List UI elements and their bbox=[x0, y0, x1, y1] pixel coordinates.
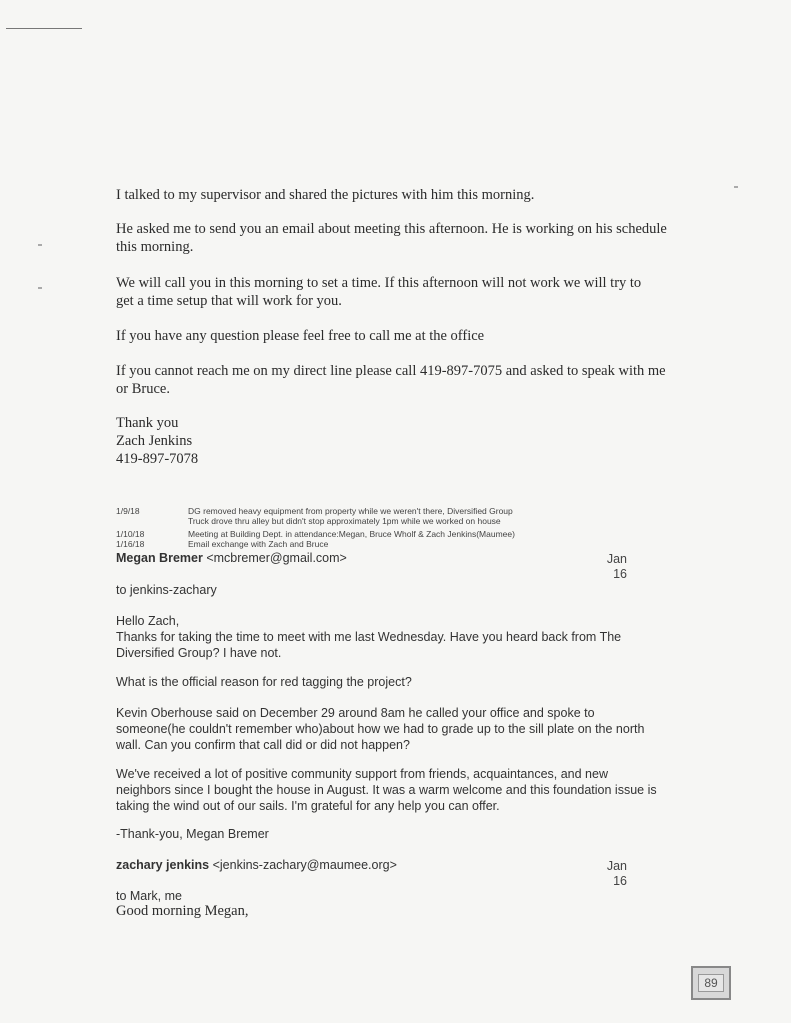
header-rule bbox=[6, 28, 82, 29]
page-number: 89 bbox=[698, 974, 723, 992]
email2-header bbox=[116, 857, 636, 873]
email1-header bbox=[116, 550, 636, 566]
email2-date-day: 16 bbox=[613, 874, 627, 888]
email1-recipients: to jenkins-zachary bbox=[116, 583, 217, 597]
reply-paragraph-3: We will call you in this morning to set a time. If this afternoon will not work we will try to get a time setup that will work for you. bbox=[116, 275, 642, 309]
reply-paragraph-4: If you have any question please feel free to call me at the office bbox=[116, 328, 485, 344]
email1-signoff: -Thank-you, Megan Bremer bbox=[116, 827, 269, 841]
email2-recipients: to Mark, me bbox=[116, 889, 182, 903]
email2-sender-name: zachary jenkins bbox=[116, 858, 210, 872]
log-text: Email exchange with Zach and Bruce bbox=[188, 539, 329, 549]
email1-paragraph-2: What is the official reason for red tagging the project? bbox=[116, 675, 412, 689]
email1-sender-email: <mcbremer@gmail.com> bbox=[206, 551, 347, 565]
email1-paragraph-3: Kevin Oberhouse said on December 29 around 8am he called your office and spoke to someone(he couldn't remember who)about how we had to grade up to the sill plate on the north wall. Can you confirm that call did or did not happen? bbox=[116, 706, 645, 752]
reply-signature: Thank you Zach Jenkins 419-897-7078 bbox=[116, 415, 199, 467]
reply-paragraph-2: He asked me to send you an email about meeting this afternoon. He is working on his schedule this morning. bbox=[116, 221, 667, 255]
activity-log bbox=[116, 506, 588, 549]
scan-mark bbox=[734, 186, 738, 188]
log-text: DG removed heavy equipment from property while we weren't there, Diversified Group Truck drove thru alley but didn't stop approximately 1pm while we worked on house bbox=[188, 506, 513, 526]
scan-mark bbox=[38, 287, 42, 289]
page-number-stamp bbox=[691, 966, 731, 1000]
log-row bbox=[116, 529, 588, 539]
email1-date-month: Jan bbox=[606, 552, 627, 566]
log-date: 1/9/18 bbox=[116, 506, 140, 516]
email1-paragraph-4: We've received a lot of positive community support from friends, acquaintances, and new neighbors since I bought the house in August. It was a warm welcome and this foundation issue is taking the wind out of our sails. I'm grateful for any help you can offer. bbox=[116, 767, 657, 813]
reply-paragraph-1: I talked to my supervisor and shared the pictures with him this morning. bbox=[116, 187, 535, 203]
email2-greeting: Good morning Megan, bbox=[116, 903, 249, 919]
log-row bbox=[116, 539, 588, 549]
email1-sender-name: Megan Bremer bbox=[116, 551, 203, 565]
log-date: 1/16/18 bbox=[116, 539, 145, 549]
email1-date-day: 16 bbox=[613, 567, 627, 581]
log-row bbox=[116, 506, 588, 526]
log-date: 1/10/18 bbox=[116, 529, 145, 539]
reply-paragraph-5: If you cannot reach me on my direct line please call 419-897-7075 and asked to speak with me or Bruce. bbox=[116, 363, 666, 397]
email2-sender-email: <jenkins-zachary@maumee.org> bbox=[212, 858, 397, 872]
scan-mark bbox=[38, 244, 42, 246]
log-text: Meeting at Building Dept. in attendance:Megan, Bruce Wholf & Zach Jenkins(Maumee) bbox=[188, 529, 515, 539]
email1-paragraph-1: Hello Zach, Thanks for taking the time to meet with me last Wednesday. Have you heard back from The Diversified Group? I have not. bbox=[116, 614, 622, 660]
email2-date-month: Jan bbox=[606, 859, 627, 873]
